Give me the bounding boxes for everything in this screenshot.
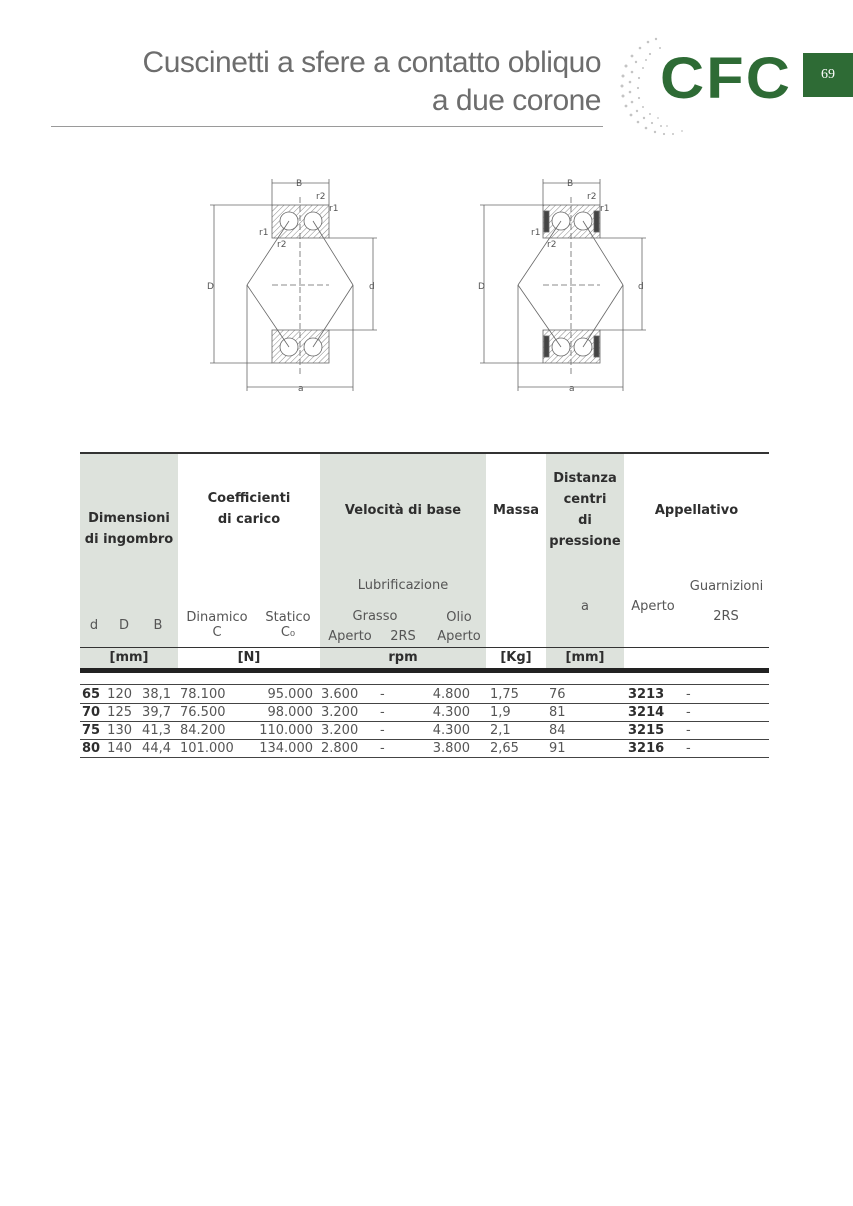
cell-oil-open: 4.800 — [432, 687, 470, 702]
label-r1b: r1 — [259, 228, 269, 238]
cell-C0: 110.000 — [259, 723, 313, 738]
cell-mass: 2,1 — [490, 723, 511, 738]
cell-C: 101.000 — [180, 741, 234, 756]
cell-grease-2rs: - — [380, 705, 385, 720]
header-load: Coefficienti di carico — [207, 491, 291, 527]
header-distance: Distanza centri di pressione — [549, 471, 621, 549]
cell-rs: - — [686, 705, 691, 720]
sub-open-oil: Aperto — [437, 629, 481, 644]
label-d: d — [369, 282, 375, 292]
cell-rs: - — [686, 723, 691, 738]
unit-dims: [mm] — [109, 650, 149, 665]
label-r2b-2: r2 — [547, 240, 557, 250]
cell-grease-2rs: - — [380, 723, 385, 738]
cell-mass: 1,75 — [490, 687, 519, 702]
sub-oil: Olio — [446, 610, 472, 625]
sub-B: B — [153, 618, 163, 633]
cell-a: 91 — [549, 741, 566, 756]
title-line-2: a due corone — [431, 84, 601, 117]
cell-d: 70 — [82, 705, 101, 720]
header-dimensions: Dimensioni di ingombro — [84, 511, 174, 547]
cell-C0: 95.000 — [267, 687, 313, 702]
label-B: B — [296, 179, 303, 189]
units-top-rule — [80, 647, 769, 648]
cell-D: 120 — [107, 687, 132, 702]
cell-oil-open: 4.300 — [432, 705, 470, 720]
sub-open-grease: Aperto — [328, 629, 372, 644]
cell-grease-open: 3.600 — [321, 687, 359, 702]
cell-oil-open: 3.800 — [432, 741, 470, 756]
table-top-rule — [80, 452, 769, 454]
cell-d: 75 — [82, 723, 101, 738]
unit-load: [N] — [237, 650, 261, 665]
bearing-drawing-open — [210, 179, 377, 391]
bearing-table — [80, 452, 769, 762]
cell-B: 38,1 — [142, 687, 171, 702]
label-r2: r2 — [316, 192, 326, 202]
sub-d: d — [89, 618, 99, 633]
label-r1b-2: r1 — [531, 228, 541, 238]
row-divider — [80, 757, 769, 758]
label-D: D — [207, 282, 214, 292]
unit-distance: [mm] — [565, 650, 605, 665]
cfc-logo — [612, 30, 802, 140]
cell-grease-open: 2.800 — [321, 741, 359, 756]
header-designation: Appellativo — [654, 503, 739, 518]
cell-a: 76 — [549, 687, 566, 702]
cell-open: 3215 — [628, 723, 665, 738]
cell-mass: 2,65 — [490, 741, 519, 756]
cell-open: 3216 — [628, 741, 665, 756]
sub-D: D — [118, 618, 129, 633]
cell-grease-open: 3.200 — [321, 705, 359, 720]
sub-seals-2rs: 2RS — [713, 609, 739, 624]
table-row — [80, 686, 769, 704]
unit-speed: rpm — [388, 650, 418, 665]
title-line-1: Cuscinetti a sfere a contatto obliquo — [142, 46, 601, 79]
label-r2-2: r2 — [587, 192, 597, 202]
cell-grease-open: 3.200 — [321, 723, 359, 738]
bearing-drawing-sealed — [480, 179, 646, 391]
sub-2rs-grease: 2RS — [390, 629, 416, 644]
body-top-rule — [80, 684, 769, 685]
header-mass: Massa — [493, 503, 539, 518]
label-r2b: r2 — [277, 240, 287, 250]
cell-d: 65 — [82, 687, 101, 702]
cell-open: 3214 — [628, 705, 665, 720]
cell-d: 80 — [82, 741, 101, 756]
cell-C: 76.500 — [180, 705, 226, 720]
page-title — [143, 44, 601, 120]
units-bottom-rule — [80, 668, 769, 673]
label-B-2: B — [567, 179, 574, 189]
label-r1: r1 — [329, 204, 339, 214]
label-r1-2: r1 — [600, 204, 610, 214]
cell-C: 84.200 — [180, 723, 226, 738]
unit-mass: [Kg] — [500, 650, 532, 665]
cell-a: 84 — [549, 723, 566, 738]
table-row — [80, 722, 769, 740]
label-d-2: d — [638, 282, 644, 292]
table-row — [80, 704, 769, 722]
cell-mass: 1,9 — [490, 705, 511, 720]
sub-dynamic: Dinamico C — [186, 610, 248, 640]
sub-grease: Grasso — [352, 609, 398, 624]
label-D-2: D — [478, 282, 485, 292]
cell-B: 44,4 — [142, 741, 171, 756]
shade-dimensions — [80, 452, 178, 670]
cell-C: 78.100 — [180, 687, 226, 702]
sub-lubrication: Lubrificazione — [357, 578, 449, 593]
label-a: a — [298, 384, 304, 394]
logo-text: CFC — [660, 46, 792, 111]
page-number: 69 — [803, 53, 853, 97]
cell-D: 125 — [107, 705, 132, 720]
sub-static: Statico C₀ — [265, 610, 311, 640]
table-row — [80, 740, 769, 758]
cell-a: 81 — [549, 705, 566, 720]
cell-D: 140 — [107, 741, 132, 756]
cell-grease-2rs: - — [380, 741, 385, 756]
cell-grease-2rs: - — [380, 687, 385, 702]
bearing-drawings — [195, 175, 655, 400]
cell-open: 3213 — [628, 687, 665, 702]
title-divider — [51, 126, 603, 127]
cell-rs: - — [686, 687, 691, 702]
cell-oil-open: 4.300 — [432, 723, 470, 738]
cell-C0: 134.000 — [259, 741, 313, 756]
cell-D: 130 — [107, 723, 132, 738]
cell-B: 39,7 — [142, 705, 171, 720]
sub-a: a — [581, 599, 589, 614]
sub-open-designation: Aperto — [631, 599, 675, 614]
cell-C0: 98.000 — [267, 705, 313, 720]
cell-B: 41,3 — [142, 723, 171, 738]
sub-seals: Guarnizioni — [689, 579, 764, 594]
header-speed: Velocità di base — [344, 503, 462, 518]
cell-rs: - — [686, 741, 691, 756]
label-a-2: a — [569, 384, 575, 394]
